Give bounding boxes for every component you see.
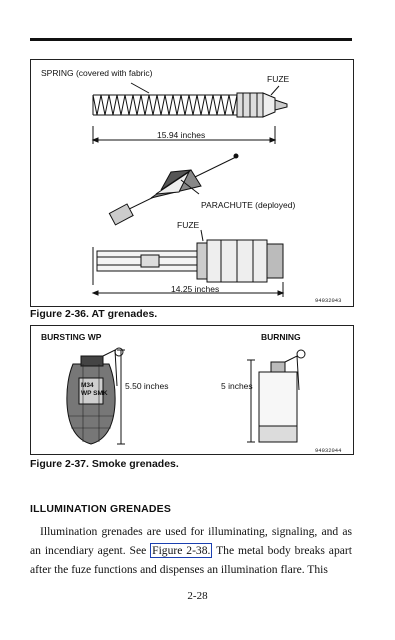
smoke-grenades-illustration [31,326,353,454]
page-number: 2-28 [187,590,208,602]
body-paragraph [30,522,352,579]
figure-2-36 [30,59,354,307]
parachute-label: PARACHUTE (deployed) [201,200,296,210]
grenade-body-marking: M34 WP SMK [81,382,108,397]
fuze-top-label: FUZE [267,74,290,84]
figure-2-37-caption: Figure 2-37. Smoke grenades. [30,458,179,470]
height-right-label: 5 inches [221,381,253,391]
figure-2-36-caption: Figure 2-36. AT grenades. [30,308,158,320]
length-bottom-label: 14.25 inches [171,284,220,294]
section-heading: ILLUMINATION GRENADES [30,503,172,515]
length-top-label: 15.94 inches [157,130,206,140]
figure-2-37 [30,325,354,455]
bursting-wp-label: BURSTING WP [41,332,102,342]
spring-label: SPRING (covered with fabric) [41,68,153,78]
height-left-label: 5.50 inches [125,381,169,391]
figure-id-number: 94032044 [315,447,342,454]
figure-2-38-link[interactable]: Figure 2-38. [152,544,211,557]
paragraph-text-end: The metal body breaks apart after the fuze functions and dispenses an illumination flare. This [30,544,352,576]
top-rule [30,38,352,41]
at-grenades-illustration [31,60,353,306]
figure-id-number: 94032043 [315,297,342,304]
burning-label: BURNING [261,332,301,342]
paragraph-text-start: Illumination grenades are used for illuminating, signaling, and as an incendiary agent. See [30,525,352,557]
fuze-bottom-label: FUZE [177,220,200,230]
